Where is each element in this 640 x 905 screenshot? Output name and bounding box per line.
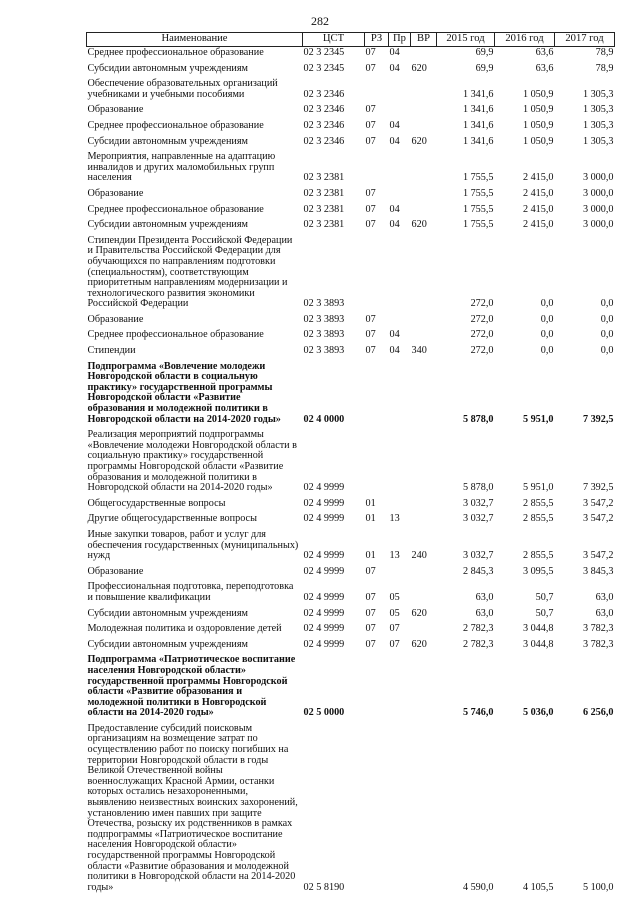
cell-2016: 2 855,5 xyxy=(522,513,554,525)
cell-cst: 02 4 9999 xyxy=(303,607,345,619)
cell-2017: 1 305,3 xyxy=(582,135,614,147)
cell-cst: 02 4 9999 xyxy=(303,550,345,562)
cell-vr xyxy=(411,47,437,63)
cell-cst: 02 4 9999 xyxy=(303,513,345,525)
cell-vr xyxy=(411,723,437,898)
cell-2017: 0,0 xyxy=(600,313,614,325)
cell-2016: 0,0 xyxy=(540,329,554,341)
budget-table xyxy=(86,32,615,897)
cell-2017: 5 100,0 xyxy=(582,881,614,893)
cell-2015: 1 341,6 xyxy=(462,88,494,100)
table-row xyxy=(87,78,615,104)
table-header-row xyxy=(87,33,615,47)
cell-rz: 07 xyxy=(365,104,376,116)
cell-2017: 1 305,3 xyxy=(582,88,614,100)
cell-2016: 3 095,5 xyxy=(522,565,554,577)
cell-2015: 69,9 xyxy=(475,47,494,58)
cell-2017: 1 305,3 xyxy=(582,104,614,116)
cell-pr xyxy=(389,498,411,514)
cell-cst: 02 5 8190 xyxy=(303,881,345,893)
cell-cst: 02 4 0000 xyxy=(303,413,345,425)
cell-name: Предоставление субсидий поисковым организациям на возмещение затрат по осуществлению работ по поиску погибших на территории Новгородской области в годы Великой Отечественной войны военнослужащих Красной Армии, останки которых остались незахороненными, выявлению неизвестных воинских захоронений, установлению имен павших при защите Отечества, розыску их родственников в рамках подпрограммы «Патриотическое воспитание населения Новгородской области» государственной программы Новгородской области «Развитие образования и молодежной политики в Новгородской области на 2014-2020 годы» xyxy=(87,722,298,893)
cell-vr xyxy=(411,104,437,120)
cell-2017: 3 547,2 xyxy=(582,550,614,562)
cell-name: Субсидии автономным учреждениям xyxy=(87,638,248,650)
cell-2017: 7 392,5 xyxy=(582,413,614,425)
cell-name: Образование xyxy=(87,187,144,199)
cell-name: Среднее профессиональное образование xyxy=(87,329,264,341)
cell-2016: 50,7 xyxy=(535,607,554,619)
cell-pr xyxy=(389,188,411,204)
cell-2017: 0,0 xyxy=(600,329,614,341)
cell-2015: 272,0 xyxy=(470,329,494,341)
cell-rz: 07 xyxy=(365,187,376,199)
cell-name: Субсидии автономным учреждениям xyxy=(87,219,248,231)
header-cst: ЦСТ xyxy=(303,33,365,47)
cell-rz xyxy=(365,654,389,723)
cell-2016: 0,0 xyxy=(540,345,554,357)
cell-cst: 02 5 0000 xyxy=(303,707,345,719)
cell-2017: 7 392,5 xyxy=(582,482,614,494)
table-row xyxy=(87,623,615,639)
cell-rz: 01 xyxy=(365,513,376,525)
cell-2015: 2 782,3 xyxy=(462,638,494,650)
cell-2016: 2 855,5 xyxy=(522,550,554,562)
cell-vr xyxy=(411,314,437,330)
cell-rz xyxy=(365,78,389,104)
cell-2016: 1 050,9 xyxy=(522,135,554,147)
table-row xyxy=(87,63,615,79)
cell-2016: 63,6 xyxy=(535,62,554,74)
cell-cst: 02 4 9999 xyxy=(303,623,345,635)
cell-2015: 69,9 xyxy=(475,62,494,74)
table-row xyxy=(87,345,615,361)
cell-rz: 07 xyxy=(365,119,376,131)
cell-pr xyxy=(389,723,411,898)
cell-2017: 3 000,0 xyxy=(582,172,614,184)
table-row xyxy=(87,361,615,430)
cell-rz: 07 xyxy=(365,47,376,58)
cell-pr xyxy=(389,654,411,723)
cell-2015: 5 878,0 xyxy=(462,482,494,494)
cell-2017: 3 000,0 xyxy=(582,187,614,199)
cell-2017: 3 547,2 xyxy=(582,513,614,525)
table-row xyxy=(87,104,615,120)
table-row xyxy=(87,566,615,582)
cell-2016: 5 951,0 xyxy=(522,413,554,425)
cell-rz: 01 xyxy=(365,497,376,509)
cell-pr: 04 xyxy=(389,47,400,58)
cell-2016: 50,7 xyxy=(535,591,554,603)
cell-rz xyxy=(365,429,389,498)
cell-rz: 07 xyxy=(365,329,376,341)
header-pr: Пр xyxy=(389,33,411,47)
cell-2016: 1 050,9 xyxy=(522,88,554,100)
cell-rz: 07 xyxy=(365,345,376,357)
cell-2017: 63,0 xyxy=(595,591,614,603)
cell-name: Профессиональная подготовка, переподготовка и повышение квалификации xyxy=(87,581,294,603)
table-row xyxy=(87,723,615,898)
cell-rz: 07 xyxy=(365,203,376,215)
cell-name: Подпрограмма «Патриотическое воспитание населения Новгородской области» государственной программы Новгородской области «Развитие образования и молодежной политики в Новгородской области на 2014-2020 годы» xyxy=(87,654,296,719)
cell-cst: 02 3 2346 xyxy=(303,104,345,116)
cell-2015: 5 746,0 xyxy=(462,707,494,719)
cell-pr xyxy=(389,104,411,120)
cell-2017: 3 547,2 xyxy=(582,497,614,509)
cell-cst: 02 4 9999 xyxy=(303,638,345,650)
cell-2015: 1 755,5 xyxy=(462,172,494,184)
cell-2015: 1 755,5 xyxy=(462,219,494,231)
cell-name: Среднее профессиональное образование xyxy=(87,203,264,215)
cell-vr: 620 xyxy=(411,607,427,619)
cell-cst: 02 3 2345 xyxy=(303,62,345,74)
cell-2015: 2 782,3 xyxy=(462,623,494,635)
cell-2017: 6 256,0 xyxy=(582,707,614,719)
table-row xyxy=(87,47,615,63)
cell-2016: 2 855,5 xyxy=(522,497,554,509)
cell-name: Подпрограмма «Вовлечение молодежи Новгородской области в социальную практику» государственной программы Новгородской области «Развитие образования и молодежной политики в Новгородской области на 2014-2020 годы» xyxy=(87,360,281,425)
cell-2015: 5 878,0 xyxy=(462,413,494,425)
cell-vr xyxy=(411,235,437,314)
cell-vr xyxy=(411,151,437,188)
cell-vr: 620 xyxy=(411,62,427,74)
cell-pr: 04 xyxy=(389,329,400,341)
cell-vr xyxy=(411,361,437,430)
table-row xyxy=(87,204,615,220)
cell-name: Субсидии автономным учреждениям xyxy=(87,135,248,147)
cell-pr: 04 xyxy=(389,135,400,147)
header-2015: 2015 год xyxy=(437,33,495,47)
table-row xyxy=(87,235,615,314)
cell-rz: 07 xyxy=(365,565,376,577)
cell-pr xyxy=(389,429,411,498)
cell-2017: 3 782,3 xyxy=(582,638,614,650)
cell-pr xyxy=(389,235,411,314)
cell-name: Стипендии xyxy=(87,345,136,357)
table-row xyxy=(87,136,615,152)
cell-2015: 4 590,0 xyxy=(462,881,494,893)
table-row xyxy=(87,608,615,624)
cell-cst: 02 3 2381 xyxy=(303,172,345,184)
cell-cst: 02 3 2381 xyxy=(303,219,345,231)
cell-2016: 3 044,8 xyxy=(522,638,554,650)
cell-rz: 07 xyxy=(365,135,376,147)
cell-name: Молодежная политика и оздоровление детей xyxy=(87,623,282,635)
cell-name: Образование xyxy=(87,565,144,577)
cell-2016: 2 415,0 xyxy=(522,203,554,215)
cell-2015: 3 032,7 xyxy=(462,550,494,562)
cell-name: Среднее профессиональное образование xyxy=(87,119,264,131)
cell-cst: 02 3 2346 xyxy=(303,119,345,131)
cell-2015: 3 032,7 xyxy=(462,497,494,509)
cell-cst: 02 3 2346 xyxy=(303,88,345,100)
cell-vr xyxy=(411,78,437,104)
cell-cst: 02 4 9999 xyxy=(303,591,345,603)
cell-rz: 07 xyxy=(365,623,376,635)
cell-2017: 78,9 xyxy=(595,62,614,74)
cell-pr: 13 xyxy=(389,550,400,562)
cell-rz: 07 xyxy=(365,591,376,603)
cell-name: Образование xyxy=(87,313,144,325)
table-row xyxy=(87,581,615,607)
table-row xyxy=(87,329,615,345)
table-row xyxy=(87,513,615,529)
cell-vr xyxy=(411,120,437,136)
cell-2016: 2 415,0 xyxy=(522,187,554,199)
cell-2017: 78,9 xyxy=(595,47,614,58)
table-row xyxy=(87,654,615,723)
cell-2016: 2 415,0 xyxy=(522,172,554,184)
cell-2015: 1 341,6 xyxy=(462,104,494,116)
cell-pr xyxy=(389,361,411,430)
cell-cst: 02 3 3893 xyxy=(303,345,345,357)
table-row xyxy=(87,188,615,204)
table-row xyxy=(87,120,615,136)
cell-pr: 04 xyxy=(389,219,400,231)
cell-2016: 1 050,9 xyxy=(522,104,554,116)
cell-cst: 02 3 3893 xyxy=(303,298,345,310)
cell-pr: 04 xyxy=(389,62,400,74)
cell-2016: 1 050,9 xyxy=(522,119,554,131)
cell-2015: 1 755,5 xyxy=(462,187,494,199)
cell-pr: 04 xyxy=(389,203,400,215)
cell-2015: 63,0 xyxy=(475,607,494,619)
cell-name: Другие общегосударственные вопросы xyxy=(87,513,257,525)
cell-cst: 02 3 3893 xyxy=(303,313,345,325)
page-number: 282 xyxy=(311,14,329,28)
cell-2015: 1 755,5 xyxy=(462,203,494,215)
cell-2015: 2 845,3 xyxy=(462,565,494,577)
cell-2016: 0,0 xyxy=(540,298,554,310)
cell-2016: 63,6 xyxy=(535,47,554,58)
table-row xyxy=(87,314,615,330)
cell-vr xyxy=(411,429,437,498)
cell-2016: 5 951,0 xyxy=(522,482,554,494)
table-row xyxy=(87,429,615,498)
table-row xyxy=(87,219,615,235)
cell-name: Мероприятия, направленные на адаптацию инвалидов и других маломобильных групп населения xyxy=(87,151,276,184)
cell-2017: 3 845,3 xyxy=(582,565,614,577)
cell-2017: 3 000,0 xyxy=(582,203,614,215)
cell-vr xyxy=(411,188,437,204)
cell-cst: 02 3 3893 xyxy=(303,329,345,341)
cell-cst: 02 4 9999 xyxy=(303,482,345,494)
cell-rz: 01 xyxy=(365,550,376,562)
cell-pr: 07 xyxy=(389,638,400,650)
cell-2017: 3 000,0 xyxy=(582,219,614,231)
cell-vr: 620 xyxy=(411,638,427,650)
cell-name: Субсидии автономным учреждениям xyxy=(87,607,248,619)
cell-2015: 63,0 xyxy=(475,591,494,603)
cell-vr: 340 xyxy=(411,345,427,357)
cell-vr: 620 xyxy=(411,135,427,147)
header-vr: ВР xyxy=(411,33,437,47)
cell-2016: 2 415,0 xyxy=(522,219,554,231)
cell-vr xyxy=(411,204,437,220)
cell-pr xyxy=(389,566,411,582)
cell-vr xyxy=(411,566,437,582)
cell-rz xyxy=(365,151,389,188)
cell-vr xyxy=(411,329,437,345)
cell-pr: 13 xyxy=(389,513,400,525)
cell-cst: 02 3 2381 xyxy=(303,203,345,215)
cell-2017: 0,0 xyxy=(600,345,614,357)
table-row xyxy=(87,639,615,655)
cell-2017: 1 305,3 xyxy=(582,119,614,131)
cell-2015: 1 341,6 xyxy=(462,119,494,131)
table-row xyxy=(87,529,615,566)
header-2016: 2016 год xyxy=(495,33,555,47)
cell-2017: 63,0 xyxy=(595,607,614,619)
cell-name: Обеспечение образовательных организаций учебниками и учебными пособиями xyxy=(87,78,278,100)
cell-rz: 07 xyxy=(365,313,376,325)
cell-name: Реализация мероприятий подпрограммы «Вовлечение молодежи Новгородской области в социальную практику» государственной программы Новгородской области «Развитие образования и молодежной политики в Новгородской области на 2014-2020 годы» xyxy=(87,429,297,494)
cell-2015: 1 341,6 xyxy=(462,135,494,147)
table-row xyxy=(87,151,615,188)
cell-name: Образование xyxy=(87,104,144,116)
cell-pr xyxy=(389,78,411,104)
cell-2017: 3 782,3 xyxy=(582,623,614,635)
cell-vr xyxy=(411,654,437,723)
cell-cst: 02 4 9999 xyxy=(303,497,345,509)
header-name: Наименование xyxy=(87,33,303,47)
cell-2016: 3 044,8 xyxy=(522,623,554,635)
cell-vr xyxy=(411,581,437,607)
cell-rz xyxy=(365,235,389,314)
cell-pr: 05 xyxy=(389,591,400,603)
cell-pr: 07 xyxy=(389,623,400,635)
cell-vr: 620 xyxy=(411,219,427,231)
cell-2015: 3 032,7 xyxy=(462,513,494,525)
header-rz: РЗ xyxy=(365,33,389,47)
cell-name: Стипендии Президента Российской Федерации и Правительства Российской Федерации для обучающихся по направлениям подготовки (специальностям), соответствующим приоритетным направлениям модернизации и технологического развития экономики Российской Федерации xyxy=(87,234,293,310)
cell-name: Иные закупки товаров, работ и услуг для обеспечения государственных (муниципальных) нужд xyxy=(87,528,299,562)
cell-2015: 272,0 xyxy=(470,345,494,357)
cell-2017: 0,0 xyxy=(600,298,614,310)
cell-cst: 02 4 9999 xyxy=(303,565,345,577)
cell-vr: 240 xyxy=(411,550,427,562)
table-row xyxy=(87,498,615,514)
cell-2015: 272,0 xyxy=(470,298,494,310)
cell-name: Субсидии автономным учреждениям xyxy=(87,62,248,74)
cell-pr xyxy=(389,151,411,188)
cell-rz: 07 xyxy=(365,638,376,650)
cell-cst: 02 3 2345 xyxy=(303,47,345,58)
cell-pr: 04 xyxy=(389,119,400,131)
cell-vr xyxy=(411,498,437,514)
cell-rz xyxy=(365,723,389,898)
cell-name: Среднее профессиональное образование xyxy=(87,47,264,58)
cell-2016: 5 036,0 xyxy=(522,707,554,719)
header-2017: 2017 год xyxy=(555,33,615,47)
cell-2016: 0,0 xyxy=(540,313,554,325)
cell-cst: 02 3 2346 xyxy=(303,135,345,147)
cell-pr: 05 xyxy=(389,607,400,619)
cell-2016: 4 105,5 xyxy=(522,881,554,893)
cell-rz: 07 xyxy=(365,219,376,231)
cell-rz: 07 xyxy=(365,607,376,619)
cell-vr xyxy=(411,513,437,529)
cell-pr xyxy=(389,314,411,330)
cell-rz xyxy=(365,361,389,430)
cell-cst: 02 3 2381 xyxy=(303,187,345,199)
cell-vr xyxy=(411,623,437,639)
cell-rz: 07 xyxy=(365,62,376,74)
cell-pr: 04 xyxy=(389,345,400,357)
cell-2015: 272,0 xyxy=(470,313,494,325)
cell-name: Общегосударственные вопросы xyxy=(87,497,226,509)
